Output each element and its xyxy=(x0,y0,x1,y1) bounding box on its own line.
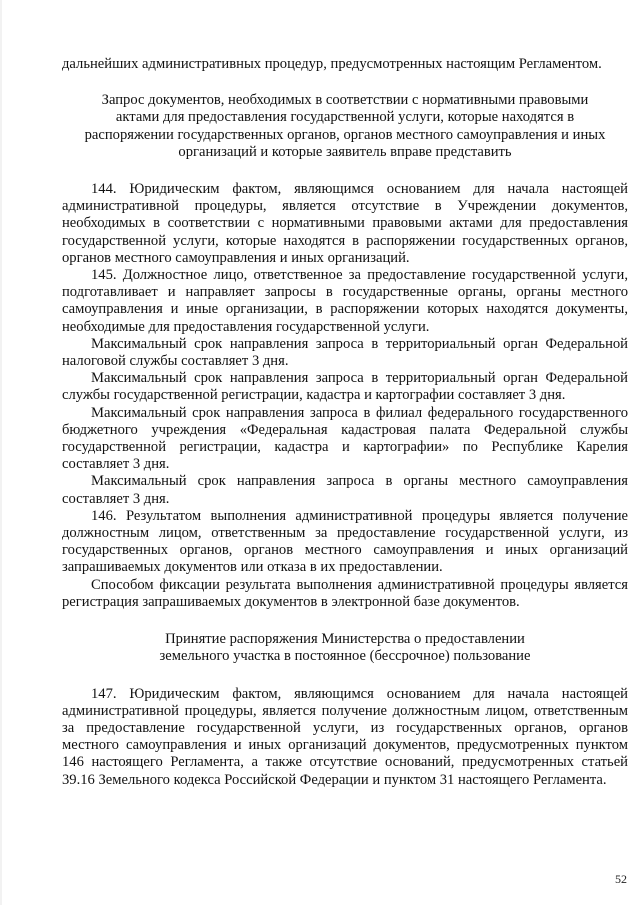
paragraph-deadline-registry: Максимальный срок направления запроса в территориальный орган Федеральной службы государственной регистрации, кадастра и картографии составляет 3 дня. xyxy=(62,370,628,404)
page-number: 52 xyxy=(615,872,627,886)
section-heading-decision-line1: Принятие распоряжения Министерства о предоставлении xyxy=(165,631,525,648)
scan-edge xyxy=(0,0,2,905)
paragraph-deadline-tax: Максимальный срок направления запроса в территориальный орган Федеральной налоговой службы составляет 3 дня. xyxy=(62,335,628,370)
document-page xyxy=(62,56,628,789)
paragraph-144: 144. Юридическим фактом, являющимся основанием для начала настоящей административной процедуры, является отсутствие в Учреждении документов, необходимых в соответствии с нормативными правовыми актами для предоставления государственной услуги, которые находятся в распоряжении государственных органов, органов местного самоуправления и иных организаций. xyxy=(62,181,628,266)
paragraph-146: 146. Результатом выполнения административной процедуры является получение должностным лицом, ответственным за предоставление государственной услуги, из государственных органов, органов местного самоуправления и иных организаций запрашиваемых документов или отказа в их предоставлении. xyxy=(62,507,628,576)
paragraph-deadline-cadastral: Максимальный срок направления запроса в филиал федерального государственного бюджетного учреждения «Федеральная кадастровая палата Федеральной службы государственной регистрации, кадастра и картографии» по Республике Карелия составляет 3 дня. xyxy=(62,404,628,473)
paragraph-deadline-local: Максимальный срок направления запроса в органы местного самоуправления составляет 3 дня. xyxy=(62,473,628,507)
section-heading-decision xyxy=(62,631,628,665)
paragraph-fixation: Способом фиксации результата выполнения административной процедуры является регистрация запрашиваемых документов в электронной базе документов. xyxy=(62,576,628,610)
section-heading-requests: Запрос документов, необходимых в соответствии с нормативными правовыми актами для предоставления государственной услуги, которые находятся в распоряжении государственных органов, органов местного самоуправления и иных организаций и которые заявитель вправе представить xyxy=(84,92,606,160)
paragraph-145: 145. Должностное лицо, ответственное за предоставление государственной услуги, подготавливает и направляет запросы в государственные органы, органы местного самоуправления и иные организации, в распоряжении которых находятся документы, необходимые для предоставления государственной услуги. xyxy=(62,267,628,335)
paragraph-147: 147. Юридическим фактом, являющимся основанием для начала настоящей административной процедуры, является получение должностным лицом, ответственным за предоставление государственной услуги, из государственных органов, органов местного самоуправления и иных организаций документов, предусмотренных пунктом 146 настоящего Регламента, а также отсутствие оснований, предусмотренных статьей 39.16 Земельного кодекса Российской Федерации и пунктом 31 настоящего Регламента. xyxy=(62,685,628,788)
continuation-paragraph: дальнейших административных процедур, предусмотренных настоящим Регламентом. xyxy=(62,56,602,72)
section-heading-decision-line2: земельного участка в постоянное (бессрочное) пользование xyxy=(159,648,531,665)
